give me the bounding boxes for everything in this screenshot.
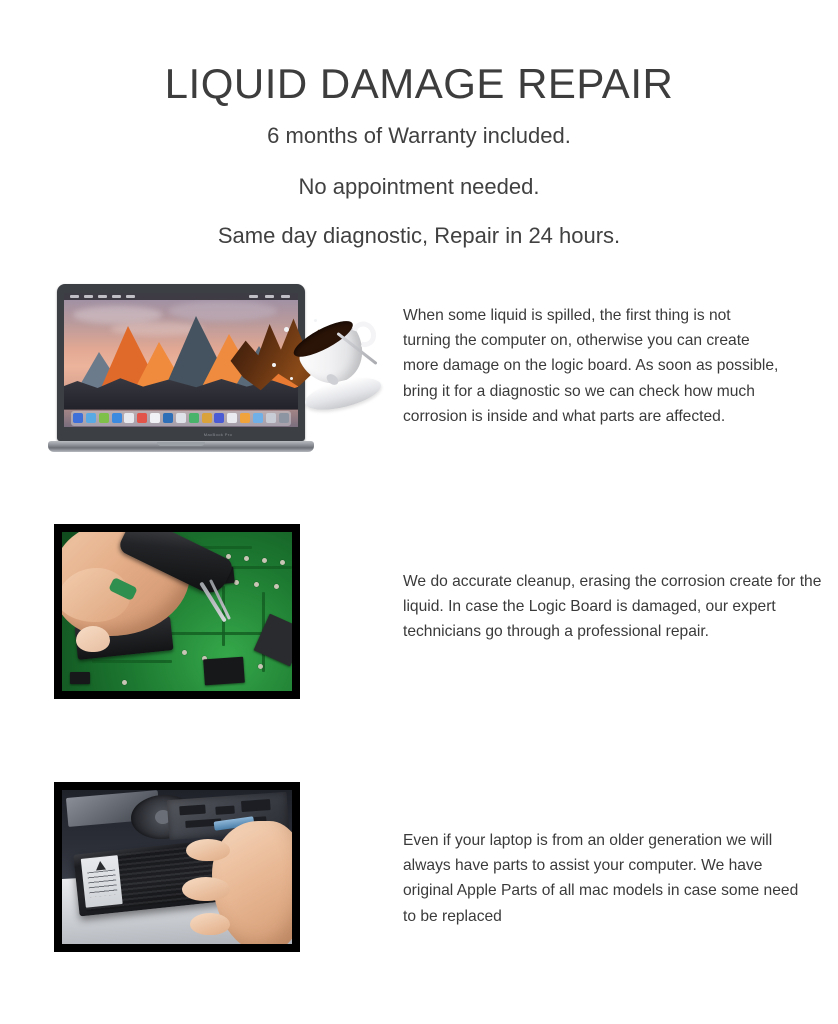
paragraph-parts: Even if your laptop is from an older generation we will always have parts to assist your computer. We have original Apple Parts of all mac models in case some need to be replaced — [403, 831, 799, 925]
smd-chip — [203, 657, 245, 686]
coffee-spill-group — [228, 305, 378, 415]
pcb-scene — [62, 532, 292, 691]
coffee-droplet — [314, 319, 317, 322]
paragraph-diagnostic: When some liquid is spilled, the first thing is not turning the computer on, otherwise you can create more damage on the logic board. As soon as possible, bring it for a diagnostic so we can check how much corrosion is inside and what parts are affected. — [403, 306, 779, 426]
page-title: LIQUID DAMAGE REPAIR — [164, 60, 674, 108]
solder-pad — [122, 680, 127, 685]
paragraph-cleanup: We do accurate cleanup, erasing the corrosion create for the liquid. In case the Logic Board is damaged, our expert technicians go through a professional repair. — [403, 572, 822, 641]
logic-board-cleanup-photo — [54, 524, 300, 699]
solder-pad — [254, 582, 259, 587]
dock-icon — [202, 413, 212, 423]
coffee-droplet — [290, 377, 293, 380]
menubar-status — [281, 295, 290, 298]
section-parts — [0, 778, 838, 958]
dock-icon — [176, 413, 186, 423]
dock-icon — [214, 413, 224, 423]
board-chip — [179, 804, 206, 815]
macbook-notch — [157, 442, 205, 446]
macbook-coffee-spill-photo-alt — [48, 281, 49, 282]
subheading-turnaround: Same day diagnostic, Repair in 24 hours. — [217, 223, 621, 248]
menubar-item — [112, 295, 121, 298]
dock-icon — [99, 413, 109, 423]
macbook-bezel-label: MacBook Pro — [203, 432, 233, 437]
solder-pad — [280, 560, 285, 565]
macbook-base — [48, 441, 314, 452]
battery-scene — [62, 790, 292, 944]
dock-icon — [163, 413, 173, 423]
solder-pad — [182, 650, 187, 655]
subheading-warranty: 6 months of Warranty included. — [267, 123, 571, 148]
coffee-droplet — [284, 327, 289, 332]
dock-icon — [73, 413, 83, 423]
solder-pad — [258, 664, 263, 669]
menubar-status — [265, 295, 274, 298]
finger — [186, 839, 230, 861]
dock-icon — [150, 413, 160, 423]
board-chip — [215, 805, 235, 814]
technician-hand — [212, 821, 292, 944]
finger — [182, 877, 230, 901]
dock-icon — [112, 413, 122, 423]
smd-chip — [70, 672, 90, 684]
pcb-trace — [92, 660, 172, 663]
battery-label — [81, 856, 123, 909]
dock-icon — [124, 413, 134, 423]
thumbnail — [76, 626, 110, 652]
cloud-shape — [73, 306, 162, 323]
section-cleanup — [0, 520, 838, 700]
dock-icon — [189, 413, 199, 423]
board-chip — [241, 799, 270, 811]
macos-menubar — [64, 293, 298, 300]
solder-pad — [234, 580, 239, 585]
menubar-status — [249, 295, 258, 298]
solder-pad — [274, 584, 279, 589]
finger — [190, 913, 230, 935]
macbook-battery-replacement-photo — [54, 782, 300, 952]
battery-label-text — [87, 870, 118, 898]
section-diagnostic — [0, 276, 838, 476]
dock-icon — [137, 413, 147, 423]
coffee-droplet — [272, 363, 276, 367]
solder-pad — [262, 558, 267, 563]
menubar-item — [126, 295, 135, 298]
dock-icon — [86, 413, 96, 423]
menubar-item — [98, 295, 107, 298]
menubar-item — [84, 295, 93, 298]
subheading-appointment: No appointment needed. — [298, 174, 540, 199]
macbook-coffee-spill-photo — [48, 281, 388, 471]
solder-pad — [244, 556, 249, 561]
menubar-item — [70, 295, 79, 298]
